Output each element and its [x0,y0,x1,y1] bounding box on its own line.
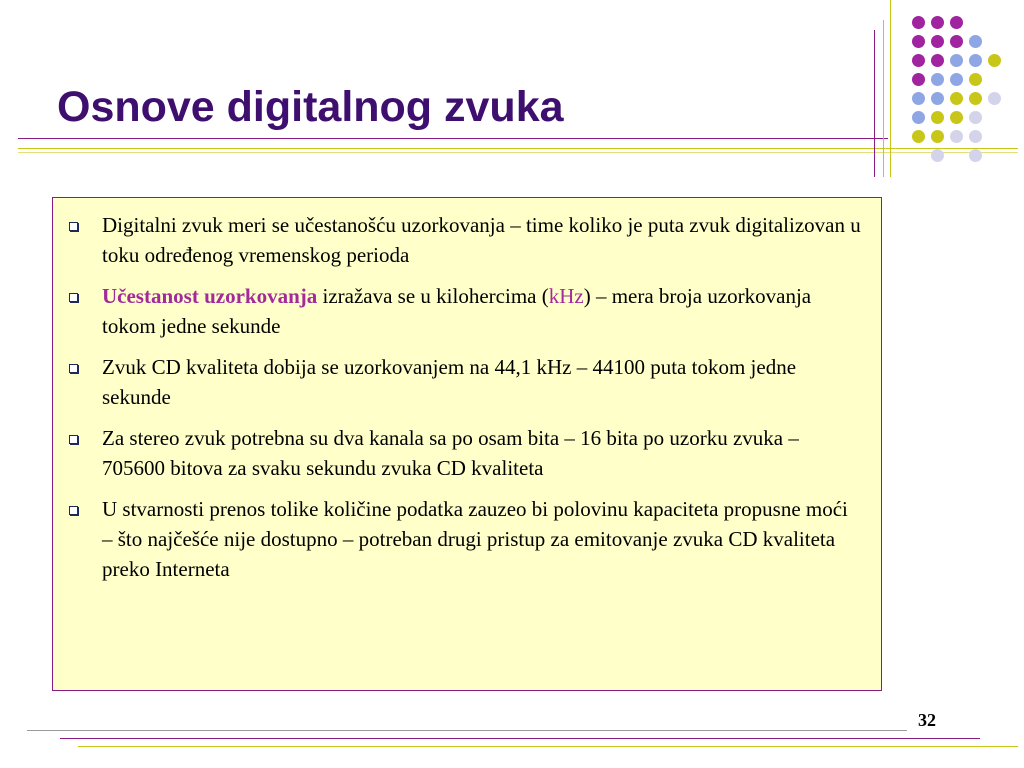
footer-divider-olive [78,746,1018,747]
decor-dot [931,130,944,143]
slide-title: Osnove digitalnog zvuka [57,83,564,131]
decor-dot [988,54,1001,67]
decor-dot [931,73,944,86]
bullet-text: izražava se u kilohercima ( [317,284,549,308]
content-box [52,197,882,691]
decor-dot [931,149,944,162]
decor-dot [969,73,982,86]
bullet-item [102,352,861,412]
bullet-item [102,210,861,270]
decor-dot [912,92,925,105]
decor-dot [912,73,925,86]
title-divider-olive [18,148,1018,149]
bullet-item [102,423,861,483]
footer-divider-gray [27,730,907,731]
bullet-highlight: Učestanost uzorkovanja [102,284,318,308]
decor-dot [931,35,944,48]
checkbox-bullet-icon [69,435,78,444]
page-number: 32 [918,710,936,730]
bullet-list [53,198,881,584]
decor-dot [912,130,925,143]
checkbox-bullet-icon [69,506,78,515]
decor-dot [912,35,925,48]
checkbox-bullet-icon [69,364,78,373]
title-divider-purple [18,138,888,139]
bullet-text: Za stereo zvuk potrebna su dva kanala sa po osam bita – 16 bita po uzorku zvuka – 705600 bitova za svaku sekundu zvuka CD kvaliteta [102,426,799,480]
bullet-item [102,494,861,584]
bullet-text: Zvuk CD kvaliteta dobija se uzorkovanjem na 44,1 kHz – 44100 puta tokom jedne sekunde [102,355,797,409]
decor-dot [969,111,982,124]
decor-dot [969,35,982,48]
decor-dot [931,16,944,29]
corner-vline-3 [890,0,891,177]
decor-dot [950,73,963,86]
bullet-unit: kHz [548,284,584,308]
decor-dot [969,149,982,162]
corner-vline-1 [874,30,875,177]
checkbox-bullet-icon [69,293,78,302]
decor-dot [912,16,925,29]
decor-dot [931,54,944,67]
decor-dot [950,35,963,48]
bullet-text: Digitalni zvuk meri se učestanošću uzorkovanja – time koliko je puta zvuk digitalizovan u toku određenog vremenskog perioda [102,213,861,267]
decor-dot [950,111,963,124]
decor-dot [950,54,963,67]
decor-dot [912,111,925,124]
checkbox-bullet-icon [69,222,78,231]
bullet-text: ) – mera broja uzorkovanja tokom jedne sekunde [102,284,812,338]
title-divider-olive-2 [18,152,1018,153]
decor-dot [950,92,963,105]
corner-vline-2 [883,20,884,177]
decor-dot [969,54,982,67]
decor-dot [950,130,963,143]
decor-dot [931,111,944,124]
bullet-item [102,281,861,341]
bullet-text: U stvarnosti prenos tolike količine podatka zauzeo bi polovinu kapaciteta propusne moći – što najčešće nije dostupno – potreban drugi pristup za emitovanje zvuka CD kvaliteta preko Interneta [102,497,848,581]
decor-dot [969,130,982,143]
decor-dot [912,54,925,67]
decor-dot [969,92,982,105]
decor-dot [931,92,944,105]
decor-dot [950,16,963,29]
decor-dot [988,92,1001,105]
footer-divider-purple [60,738,980,739]
